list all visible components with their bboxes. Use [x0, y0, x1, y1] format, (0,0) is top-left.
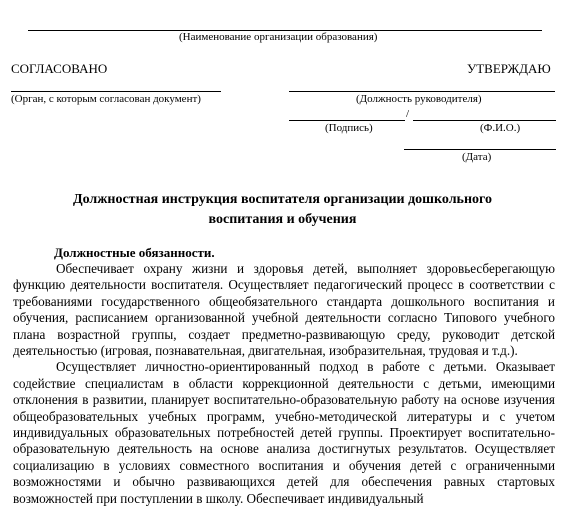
date-caption: (Дата) — [462, 151, 492, 163]
document-body — [13, 261, 555, 507]
approve-label: УТВЕРЖДАЮ — [467, 61, 551, 76]
slash-separator: / — [406, 108, 410, 120]
signature-line — [289, 120, 405, 121]
document-title-line-1: Должностная инструкция воспитателя организации дошкольного — [72, 192, 493, 207]
agreed-label: СОГЛАСОВАНО — [11, 61, 108, 76]
full-name-line — [413, 120, 556, 121]
document-title — [20, 190, 545, 230]
document-title-line-2: воспитания и обучения — [208, 212, 357, 227]
agreed-body-line — [11, 91, 221, 92]
paragraph: Осуществляет личностно-ориентированный подход в работе с детьми. Оказывает содействие специалистам в области коррекционной деятельности с детьми, имеющими отклонения в развитии, планирует воспитательно-образовательную работу на основе изучения общеобразовательных учебных программ, учебно-методической литературы и с учетом индивидуальных образовательных потребностей детей группы. Проектирует воспитательно-образовательную деятельность на основе анализа достигнутых результатов. Осуществляет социализацию в условиях совместного воспитания и обучения детей с ограниченными возможностями и обычно развивающихся детей для обеспечения равных стартовых возможностей при поступлении в школу. Обеспечивает индивидуальный — [13, 359, 555, 506]
position-line — [289, 91, 555, 92]
paragraph: Обеспечивает охрану жизни и здоровья детей, выполняет здоровьесберегающую функцию деятельности воспитателя. Осуществляет педагогический процесс в соответствии с требованиями государственного общеобязательного стандарта дошкольного воспитания и обучения, расписанием организованной учебной деятельности согласно Типового учебного плана возрастной группы, создает предметно-развивающую среду, руководит детской деятельностью (игровая, познавательная, двигательная, изобразительная, трудовая и т.д.). — [13, 261, 555, 359]
organization-caption: (Наименование организации образования) — [179, 31, 378, 43]
section-heading: Должностные обязанности. — [54, 245, 215, 260]
signature-caption: (Подпись) — [325, 122, 373, 134]
date-line — [404, 149, 556, 150]
agreed-body-caption: (Орган, с которым согласован документ) — [11, 93, 201, 105]
full-name-caption: (Ф.И.О.) — [480, 122, 521, 134]
position-caption: (Должность руководителя) — [356, 93, 482, 105]
